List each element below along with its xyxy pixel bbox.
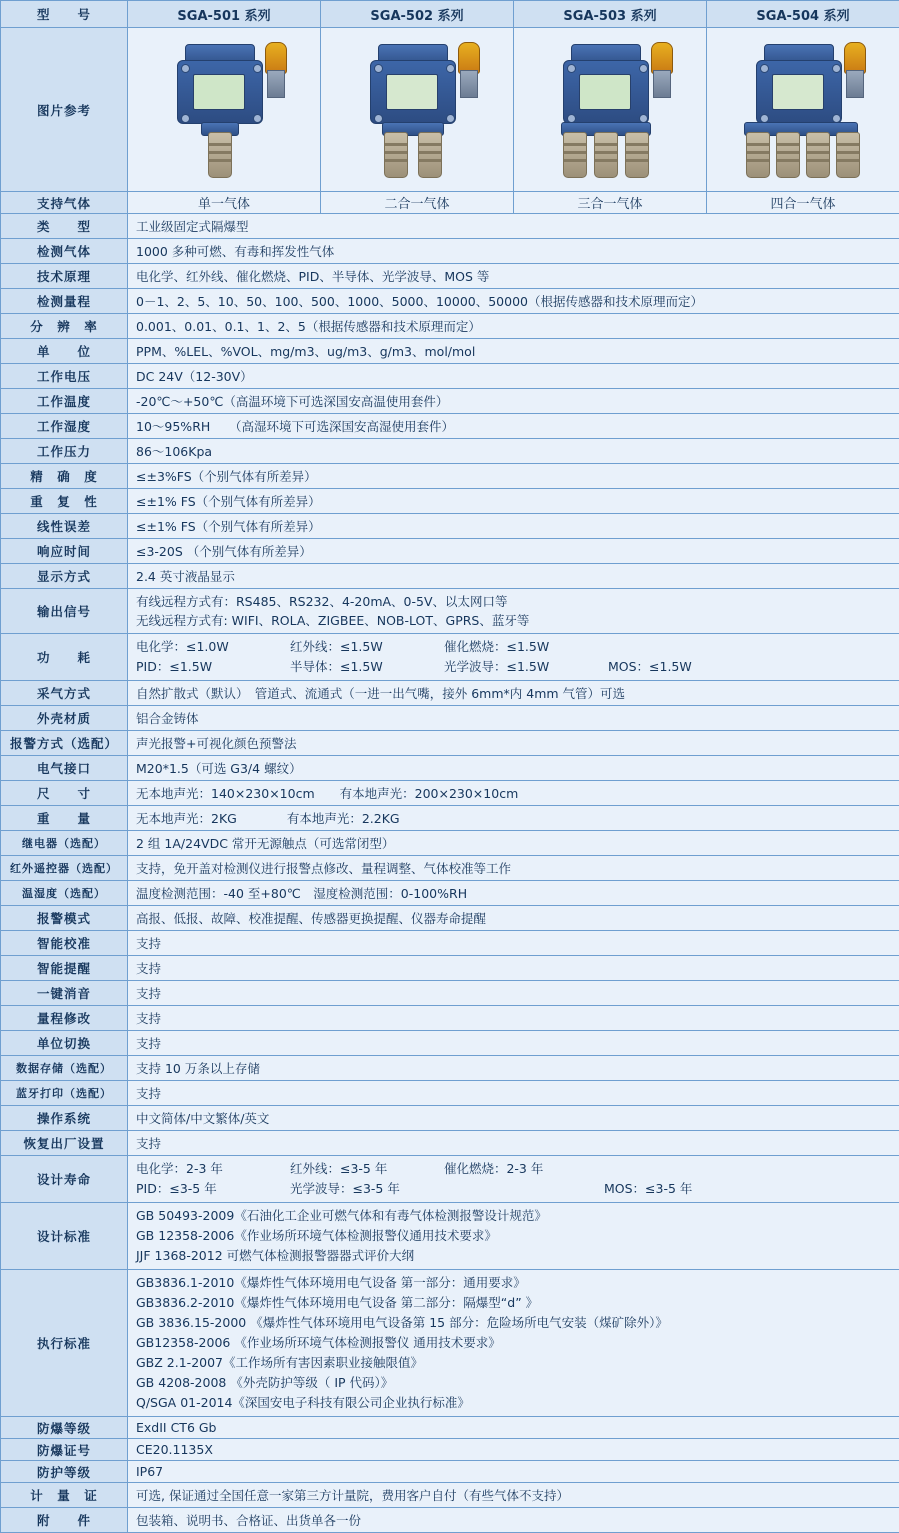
spec-row [1, 564, 899, 589]
output-signal-value [128, 589, 899, 634]
output-signal-row [1, 589, 899, 634]
design-standard-label: 设计标准 [1, 1203, 128, 1270]
image-row [1, 28, 899, 192]
spec-row [1, 881, 899, 906]
row-value: 0－1、2、5、10、50、100、500、1000、5000、10000、50000（根据传感器和技术原理而定） [128, 289, 899, 314]
spec-row [1, 756, 899, 781]
row-label: 报警方式（选配） [1, 731, 128, 756]
spec-row [1, 1006, 899, 1031]
standard-line: JJF 1368-2012 可燃气体检测报警器器式评价大纲 [136, 1246, 891, 1266]
power-item: PID：≤1.5W [136, 657, 286, 677]
row-label: 计 量 证 [1, 1483, 128, 1508]
spec-row [1, 1106, 899, 1131]
standard-line: GB12358-2006 《作业场所环境气体检测报警仪 通用技术要求》 [136, 1333, 891, 1353]
output-wired: 有线远程方式有：RS485、RS232、4-20mA、0-5V、以太网口等 [136, 592, 891, 611]
spec-row [1, 1031, 899, 1056]
exec-standard-row [1, 1270, 899, 1417]
row-label: 蓝牙打印（选配） [1, 1081, 128, 1106]
row-label: 外壳材质 [1, 706, 128, 731]
row-value: ≤3-20S （个别气体有所差异） [128, 539, 899, 564]
spec-row [1, 781, 899, 806]
row-value: 高报、低报、故障、校准提醒、传感器更换提醒、仪器寿命提醒 [128, 906, 899, 931]
row-value: 支持 [128, 956, 899, 981]
spec-row [1, 1417, 899, 1439]
row-value: 工业级固定式隔爆型 [128, 214, 899, 239]
spec-row [1, 289, 899, 314]
spec-row [1, 389, 899, 414]
spec-row [1, 364, 899, 389]
spec-row [1, 956, 899, 981]
spec-row [1, 464, 899, 489]
product-image-1 [128, 28, 321, 192]
row-value: ExdII CT6 Gb [128, 1417, 899, 1439]
standard-line: GB 50493-2009《石油化工企业可燃气体和有毒气体检测报警设计规范》 [136, 1206, 891, 1226]
device-illustration-4 [728, 36, 878, 184]
row-value: 0.001、0.01、0.1、1、2、5（根据传感器和技术原理而定） [128, 314, 899, 339]
gas-support-value-3: 三合一气体 [514, 192, 707, 214]
row-value: 无本地声光：140×230×10cm 有本地声光：200×230×10cm [128, 781, 899, 806]
standard-line: GB3836.2-2010《爆炸性气体环境用电气设备 第二部分：隔爆型“d” 》 [136, 1293, 891, 1313]
device-illustration-1 [149, 36, 299, 184]
row-value: ≤±1% FS（个别气体有所差异） [128, 514, 899, 539]
row-label: 报警模式 [1, 906, 128, 931]
row-label: 工作温度 [1, 389, 128, 414]
power-line-1 [136, 637, 891, 657]
output-signal-label: 输出信号 [1, 589, 128, 634]
row-label: 单位切换 [1, 1031, 128, 1056]
standard-line: Q/SGA 01-2014《深国安电子科技有限公司企业执行标准》 [136, 1393, 891, 1413]
spec-row [1, 539, 899, 564]
row-label: 重 量 [1, 806, 128, 831]
row-value: 支持 [128, 1131, 899, 1156]
row-label: 线性误差 [1, 514, 128, 539]
power-row [1, 634, 899, 681]
row-label: 防爆等级 [1, 1417, 128, 1439]
row-value: PPM、%LEL、%VOL、mg/m3、ug/m3、g/m3、mol/mol [128, 339, 899, 364]
row-value: ≤±1% FS（个别气体有所差异） [128, 489, 899, 514]
gas-support-value-1: 单一气体 [128, 192, 321, 214]
row-value: 1000 多种可燃、有毒和挥发性气体 [128, 239, 899, 264]
row-label: 量程修改 [1, 1006, 128, 1031]
table-header-row [1, 1, 899, 28]
row-value: 中文简体/中文繁体/英文 [128, 1106, 899, 1131]
life-item: 光学波导：≤3-5 年 [290, 1179, 600, 1199]
life-item: MOS：≤3-5 年 [604, 1179, 692, 1199]
row-label: 电气接口 [1, 756, 128, 781]
row-value: 10～95%RH （高湿环境下可选深国安高湿使用套件） [128, 414, 899, 439]
power-item: 电化学：≤1.0W [136, 637, 286, 657]
exec-standard-label: 执行标准 [1, 1270, 128, 1417]
row-label: 精 确 度 [1, 464, 128, 489]
spec-row [1, 1081, 899, 1106]
row-label: 工作湿度 [1, 414, 128, 439]
device-illustration-2 [342, 36, 492, 184]
life-item: 催化燃烧：2-3 年 [444, 1159, 543, 1179]
row-value: 支持 10 万条以上存储 [128, 1056, 899, 1081]
spec-row [1, 1056, 899, 1081]
spec-row [1, 214, 899, 239]
spec-row [1, 489, 899, 514]
row-label: 工作电压 [1, 364, 128, 389]
standard-line: GB 3836.15-2000 《爆炸性气体环境用电气设备第 15 部分：危险场所电气安装（煤矿除外）》 [136, 1313, 891, 1333]
design-standard-row [1, 1203, 899, 1270]
spec-row [1, 981, 899, 1006]
row-label: 类 型 [1, 214, 128, 239]
spec-row [1, 1439, 899, 1461]
header-label: 型 号 [1, 1, 128, 28]
product-image-2 [321, 28, 514, 192]
row-value: ≤±3%FS（个别气体有所差异） [128, 464, 899, 489]
row-value: 自然扩散式（默认） 管道式、流通式（一进一出气嘴，接外 6mm*内 4mm 气管）可选 [128, 681, 899, 706]
spec-row [1, 831, 899, 856]
power-item: 半导体：≤1.5W [290, 657, 440, 677]
row-value: 支持，免开盖对检测仪进行报警点修改、量程调整、气体校准等工作 [128, 856, 899, 881]
standard-line: GB 12358-2006《作业场所环境气体检测报警仪通用技术要求》 [136, 1226, 891, 1246]
life-item: PID：≤3-5 年 [136, 1179, 286, 1199]
row-label: 防护等级 [1, 1461, 128, 1483]
row-value: 支持 [128, 931, 899, 956]
standard-line: GB3836.1-2010《爆炸性气体环境用电气设备 第一部分：通用要求》 [136, 1273, 891, 1293]
gas-support-value-2: 二合一气体 [321, 192, 514, 214]
row-value: 支持 [128, 1006, 899, 1031]
spec-row [1, 906, 899, 931]
row-label: 红外遥控器（选配） [1, 856, 128, 881]
row-value: 可选, 保证通过全国任意一家第三方计量院，费用客户自付（有些气体不支持） [128, 1483, 899, 1508]
spec-row [1, 681, 899, 706]
row-label: 一键消音 [1, 981, 128, 1006]
row-label: 数据存储（选配） [1, 1056, 128, 1081]
row-value: 支持 [128, 1031, 899, 1056]
spec-row [1, 806, 899, 831]
spec-row [1, 1131, 899, 1156]
row-label: 智能校准 [1, 931, 128, 956]
exec-standard-value [128, 1270, 899, 1417]
spec-row [1, 314, 899, 339]
power-value [128, 634, 899, 681]
model-header-3: SGA-503 系列 [514, 1, 707, 28]
row-value: 温度检测范围：-40 至+80℃ 湿度检测范围：0-100%RH [128, 881, 899, 906]
row-label: 恢复出厂设置 [1, 1131, 128, 1156]
power-label: 功 耗 [1, 634, 128, 681]
gas-support-row [1, 192, 899, 214]
row-label: 分 辨 率 [1, 314, 128, 339]
row-label: 操作系统 [1, 1106, 128, 1131]
row-value: 铝合金铸体 [128, 706, 899, 731]
output-wireless: 无线远程方式有: WIFI、ROLA、ZIGBEE、NOB-LOT、GPRS、蓝牙等 [136, 611, 891, 630]
spec-row [1, 239, 899, 264]
row-value: 电化学、红外线、催化燃烧、PID、半导体、光学波导、MOS 等 [128, 264, 899, 289]
design-life-label: 设计寿命 [1, 1156, 128, 1203]
power-item: 催化燃烧：≤1.5W [444, 637, 549, 657]
spec-row [1, 439, 899, 464]
row-label: 检测气体 [1, 239, 128, 264]
row-value: 支持 [128, 981, 899, 1006]
product-image-3 [514, 28, 707, 192]
gas-support-label: 支持气体 [1, 192, 128, 214]
spec-row [1, 1483, 899, 1508]
spec-row [1, 414, 899, 439]
row-label: 技术原理 [1, 264, 128, 289]
row-value: 86～106Kpa [128, 439, 899, 464]
row-label: 温湿度（选配） [1, 881, 128, 906]
row-value: 支持 [128, 1081, 899, 1106]
row-label: 附 件 [1, 1508, 128, 1533]
spec-row [1, 264, 899, 289]
spec-row [1, 1461, 899, 1483]
row-label: 采气方式 [1, 681, 128, 706]
row-label: 智能提醒 [1, 956, 128, 981]
row-value: IP67 [128, 1461, 899, 1483]
row-label: 响应时间 [1, 539, 128, 564]
design-life-row [1, 1156, 899, 1203]
row-value: DC 24V（12-30V） [128, 364, 899, 389]
row-label: 尺 寸 [1, 781, 128, 806]
row-value: 2 组 1A/24VDC 常开无源触点（可选常闭型） [128, 831, 899, 856]
spec-row [1, 931, 899, 956]
design-life-value [128, 1156, 899, 1203]
standard-line: GB 4208-2008 《外壳防护等级（ IP 代码）》 [136, 1373, 891, 1393]
life-line-2 [136, 1179, 891, 1199]
row-value: CE20.1135X [128, 1439, 899, 1461]
row-label: 单 位 [1, 339, 128, 364]
power-item: 光学波导：≤1.5W [444, 657, 604, 677]
spec-row [1, 856, 899, 881]
spec-row [1, 1508, 899, 1533]
design-standard-value [128, 1203, 899, 1270]
power-line-2 [136, 657, 891, 677]
row-value: M20*1.5（可选 G3/4 螺纹） [128, 756, 899, 781]
row-label: 防爆证号 [1, 1439, 128, 1461]
model-header-4: SGA-504 系列 [707, 1, 899, 28]
row-label: 继电器（选配） [1, 831, 128, 856]
row-label: 工作压力 [1, 439, 128, 464]
row-value: 声光报警+可视化颜色预警法 [128, 731, 899, 756]
image-row-label: 图片参考 [1, 28, 128, 192]
model-header-2: SGA-502 系列 [321, 1, 514, 28]
life-item: 红外线：≤3-5 年 [290, 1159, 440, 1179]
row-label: 重 复 性 [1, 489, 128, 514]
spec-row [1, 514, 899, 539]
row-value: 2.4 英寸液晶显示 [128, 564, 899, 589]
power-item: 红外线：≤1.5W [290, 637, 440, 657]
row-value: 包装箱、说明书、合格证、出货单各一份 [128, 1508, 899, 1533]
power-item: MOS：≤1.5W [608, 657, 692, 677]
row-value: -20℃～+50℃（高温环境下可选深国安高温使用套件） [128, 389, 899, 414]
device-illustration-3 [535, 36, 685, 184]
row-label: 检测量程 [1, 289, 128, 314]
gas-support-value-4: 四合一气体 [707, 192, 899, 214]
model-header-1: SGA-501 系列 [128, 1, 321, 28]
life-line-1 [136, 1159, 891, 1179]
spec-row [1, 731, 899, 756]
row-value: 无本地声光：2KG 有本地声光：2.2KG [128, 806, 899, 831]
product-image-4 [707, 28, 899, 192]
spec-row [1, 339, 899, 364]
life-item: 电化学：2-3 年 [136, 1159, 286, 1179]
spec-row [1, 706, 899, 731]
row-label: 显示方式 [1, 564, 128, 589]
standard-line: GBZ 2.1-2007《工作场所有害因素职业接触限值》 [136, 1353, 891, 1373]
